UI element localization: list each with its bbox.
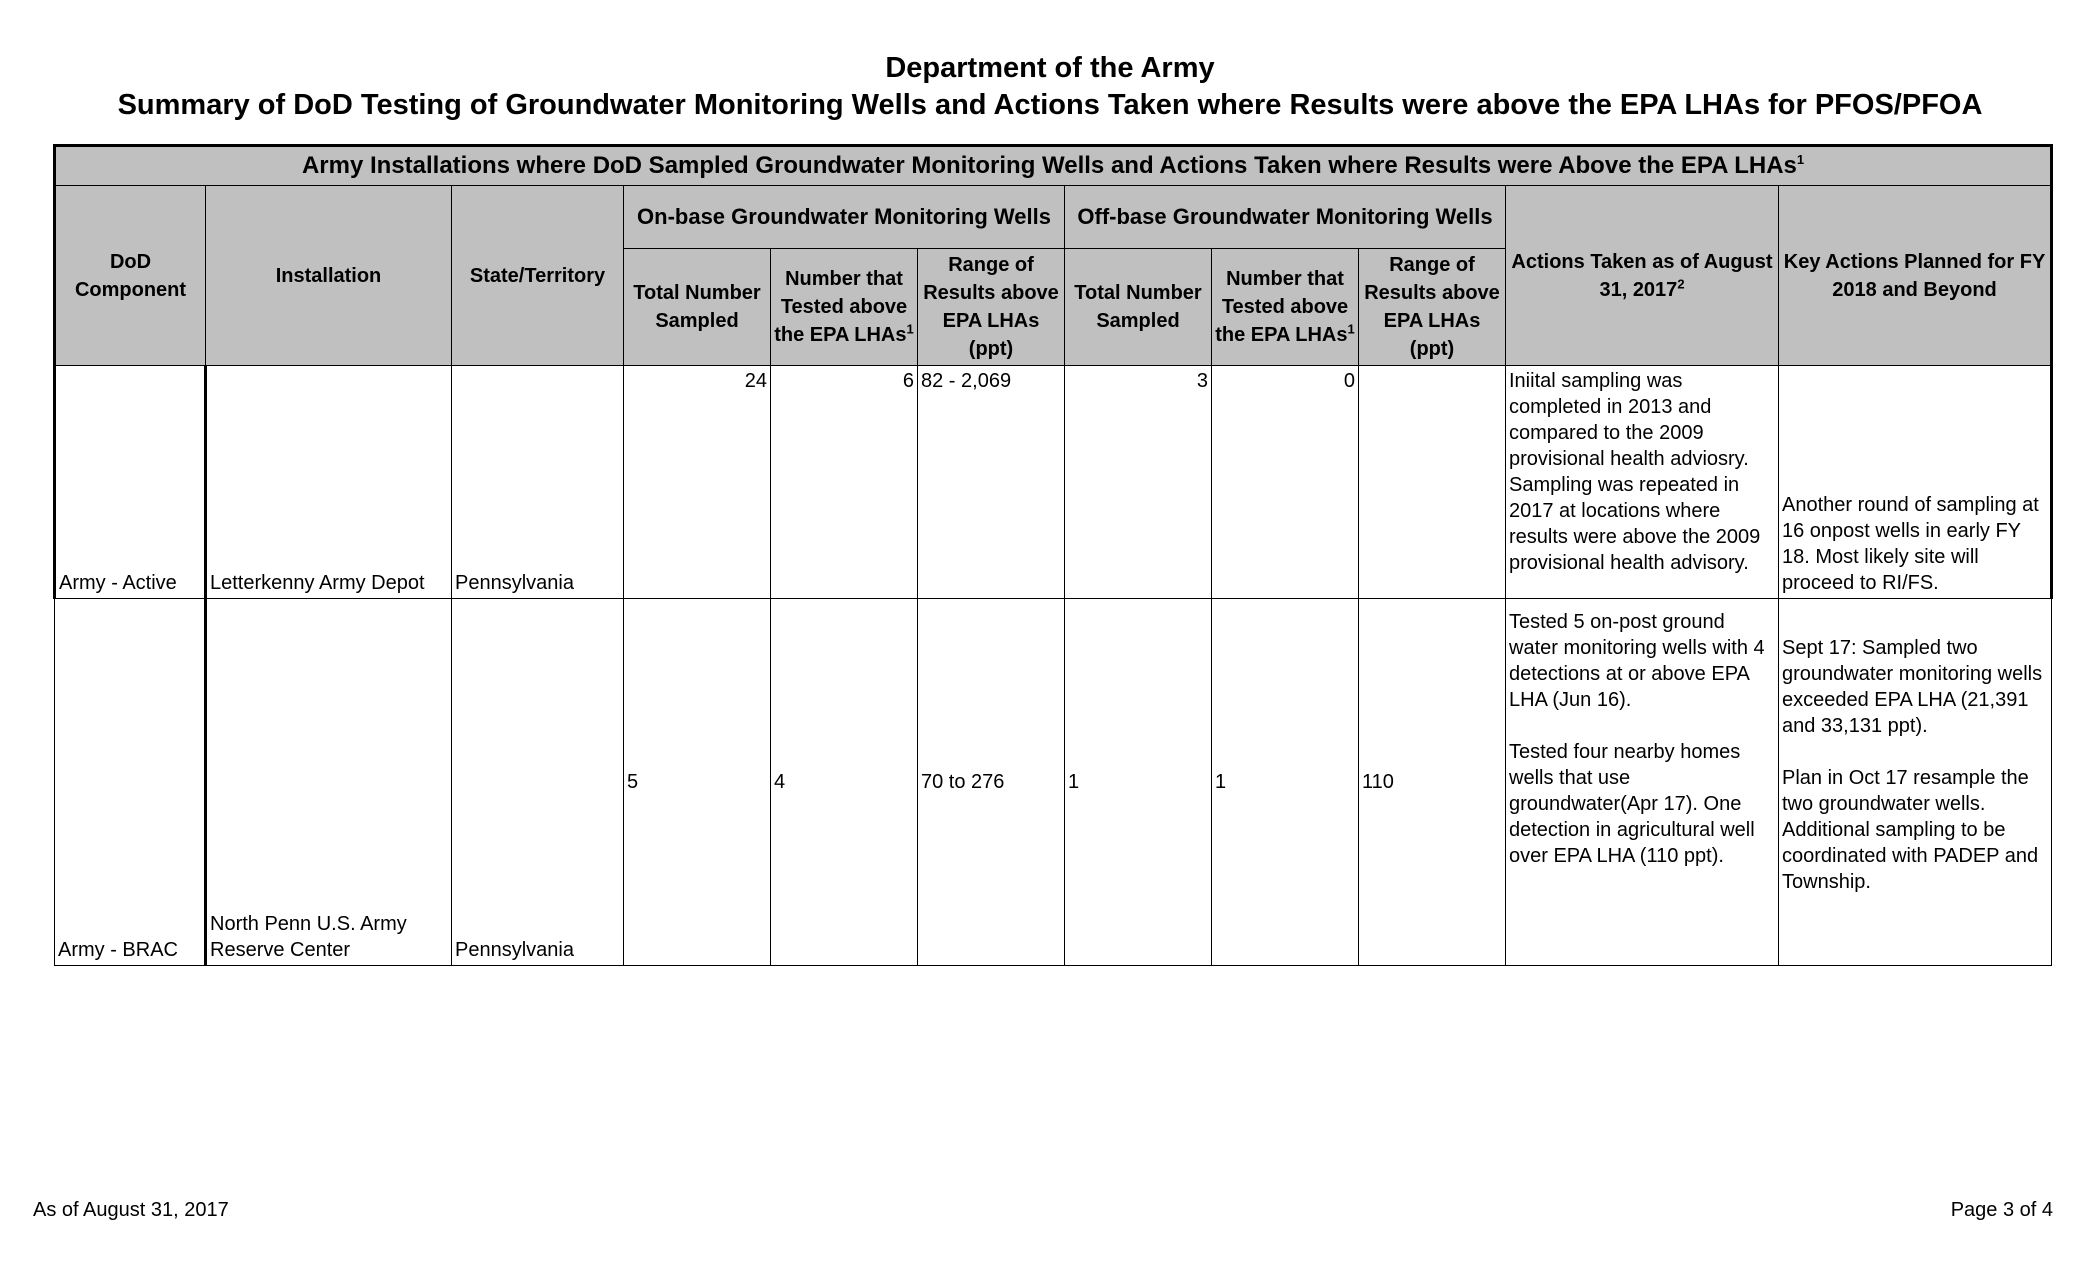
footer-date: As of August 31, 2017 <box>33 1199 229 1221</box>
header-actions-taken: Actions Taken as of August 31, 2017$^2$ <box>1506 186 1779 366</box>
header-key-actions: Key Actions Planned for FY 2018 and Beyond <box>1779 186 2052 366</box>
header-onbase-range: Range of Results above EPA LHAs (ppt) <box>918 249 1065 366</box>
cell-actions-taken: Tested 5 on-post ground water monitoring wells with 4 detections at or above EPA LHA (Jun 16). Tested four nearby homes wells that use groundwater(Apr 17). One detection in agricultural well over EPA LHA (110 ppt). <box>1506 599 1779 966</box>
cell-offbase-range <box>1359 366 1506 599</box>
table-row <box>55 366 2052 599</box>
cell-component: Army - Active <box>55 366 206 599</box>
cell-onbase-above: 6 <box>771 366 918 599</box>
cell-onbase-above: 4 <box>771 599 918 966</box>
footer-page-number: Page 3 of 4 <box>1950 1199 2053 1221</box>
page-title: Department of the Army <box>885 52 1215 84</box>
cell-key-actions: Another round of sampling at 16 onpost wells in early FY 18. Most likely site will proceed to RI/FS. <box>1779 366 2052 599</box>
cell-offbase-above: 1 <box>1212 599 1359 966</box>
table-row <box>55 599 2052 966</box>
cell-state: Pennsylvania <box>452 366 624 599</box>
table-banner: Army Installations where DoD Sampled Groundwater Monitoring Wells and Actions Taken where Results were Above the EPA LHAs$^1$ <box>55 146 2052 186</box>
page-subtitle: Summary of DoD Testing of Groundwater Monitoring Wells and Actions Taken where Results were above the EPA LHAs for PFOS/PFOA <box>117 89 1983 121</box>
cell-onbase-range: 82 - 2,069 <box>918 366 1065 599</box>
header-offbase-range: Range of Results above EPA LHAs (ppt) <box>1359 249 1506 366</box>
header-onbase-above: Number that Tested above the EPA LHAs$^1$ <box>771 249 918 366</box>
cell-offbase-total: 1 <box>1065 599 1212 966</box>
cell-actions-taken: Iniital sampling was completed in 2013 and compared to the 2009 provisional health adviosry. Sampling was repeated in 2017 at locations where results were above the 2009 provisional health advisory. <box>1506 366 1779 599</box>
cell-onbase-total: 24 <box>624 366 771 599</box>
header-dod-component: DoD Component <box>55 186 206 366</box>
header-offbase-total: Total Number Sampled <box>1065 249 1212 366</box>
cell-state: Pennsylvania <box>452 599 624 966</box>
header-onbase-group: On-base Groundwater Monitoring Wells <box>624 186 1065 249</box>
cell-installation: Letterkenny Army Depot <box>206 366 452 599</box>
cell-onbase-total: 5 <box>624 599 771 966</box>
cell-installation: North Penn U.S. Army Reserve Center <box>206 599 452 966</box>
cell-onbase-range: 70 to 276 <box>918 599 1065 966</box>
cell-key-actions: Sept 17: Sampled two groundwater monitoring wells exceeded EPA LHA (21,391 and 33,131 ppt). Plan in Oct 17 resample the two groundwater wells. Additional sampling to be coordinated with PADEP and Township. <box>1779 599 2052 966</box>
header-onbase-total: Total Number Sampled <box>624 249 771 366</box>
cell-offbase-range: 110 <box>1359 599 1506 966</box>
header-offbase-above: Number that Tested above the EPA LHAs$^1$ <box>1212 249 1359 366</box>
header-offbase-group: Off-base Groundwater Monitoring Wells <box>1065 186 1506 249</box>
cell-offbase-total: 3 <box>1065 366 1212 599</box>
header-state: State/Territory <box>452 186 624 366</box>
summary-table <box>53 144 2053 966</box>
cell-offbase-above: 0 <box>1212 366 1359 599</box>
header-installation: Installation <box>206 186 452 366</box>
cell-component: Army - BRAC <box>55 599 206 966</box>
